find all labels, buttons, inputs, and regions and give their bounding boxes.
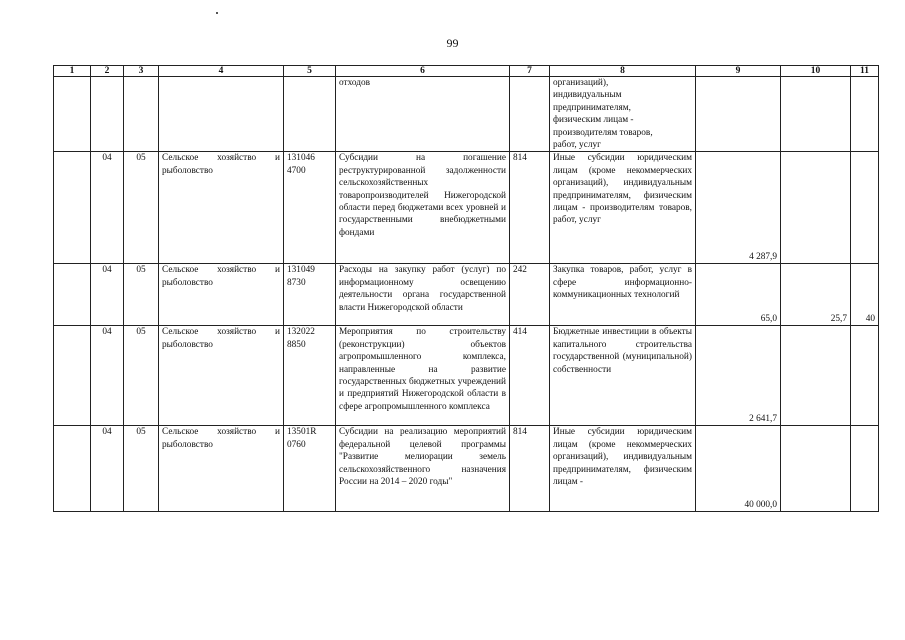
- cell-subsection: 05: [124, 326, 159, 426]
- cell-section-name: Сельское хозяйство и рыболовство: [159, 152, 284, 264]
- cell-amount-1: 2 641,7: [696, 326, 781, 426]
- cell-subsection: 05: [124, 264, 159, 326]
- cell-expense-type-name: Иные субсидии юридическим лицам (кроме некоммерческих организаций), индивидуальным предпринимателям, физическим лицам - производителям товаров, работ, услуг: [550, 152, 696, 264]
- cell-section-name: Сельское хозяйство и рыболовство: [159, 264, 284, 326]
- table-row: [54, 152, 879, 264]
- cell-expense-name: Мероприятия по строительству (реконструкции) объектов агропромышленного комплекса, направленные на развитие государственных бюджетных учреждений и предприятий Нижегородской области в сфере агропромышленного комплекса: [336, 326, 510, 426]
- cell-amount-3: [851, 77, 879, 152]
- cell-target-code: [284, 77, 336, 152]
- table-row: [54, 426, 879, 512]
- cell-amount-2: [781, 426, 851, 512]
- header-col-8: 8: [550, 66, 696, 77]
- cell-expense-type-name: Бюджетные инвестиции в объекты капитального строительства государственной (муниципальной) собственности: [550, 326, 696, 426]
- cell-section: 04: [91, 152, 124, 264]
- header-col-9: 9: [696, 66, 781, 77]
- page-number: 99: [446, 36, 459, 50]
- cell-col1: [54, 152, 91, 264]
- table-row: [54, 264, 879, 326]
- cell-amount-2: [781, 152, 851, 264]
- cell-target-code: 131046 4700: [284, 152, 336, 264]
- cell-amount-1: 4 287,9: [696, 152, 781, 264]
- header-col-7: 7: [510, 66, 550, 77]
- cell-expense-type-name: Иные субсидии юридическим лицам (кроме некоммерческих организаций), индивидуальным предпринимателям, физическим лицам -: [550, 426, 696, 512]
- cell-amount-3: [851, 152, 879, 264]
- header-col-5: 5: [284, 66, 336, 77]
- cell-amount-3: [851, 426, 879, 512]
- cell-expense-name: Субсидии на реализацию мероприятий федеральной целевой программы "Развитие мелиорации земель сельскохозяйственного назначения России на 2014 – 2020 годы": [336, 426, 510, 512]
- header-col-10: 10: [781, 66, 851, 77]
- cell-amount-3: [851, 326, 879, 426]
- cell-subsection: [124, 77, 159, 152]
- cell-section-name: Сельское хозяйство и рыболовство: [159, 326, 284, 426]
- cell-expense-name: Субсидии на погашение реструктурированной задолженности сельскохозяйственных товаропроизводителей Нижегородской области перед бюджетами всех уровней и государственными внебюджетными фондами: [336, 152, 510, 264]
- cell-expense-type: [510, 77, 550, 152]
- cell-section: 04: [91, 426, 124, 512]
- cell-section: [91, 77, 124, 152]
- table-row: [54, 77, 879, 152]
- cell-col1: [54, 326, 91, 426]
- cell-col1: [54, 77, 91, 152]
- cell-amount-1: 65,0: [696, 264, 781, 326]
- scan-speck: [216, 12, 218, 14]
- cell-expense-type-name: организаций), индивидуальным предпринимателям, физическим лицам - производителям товаров, работ, услуг: [550, 77, 696, 152]
- budget-table: [53, 65, 879, 512]
- cell-section-name: [159, 77, 284, 152]
- cell-target-code: 131049 8730: [284, 264, 336, 326]
- cell-expense-type: 414: [510, 326, 550, 426]
- cell-subsection: 05: [124, 426, 159, 512]
- cell-expense-type: 814: [510, 152, 550, 264]
- cell-amount-3: 40: [851, 264, 879, 326]
- header-col-2: 2: [91, 66, 124, 77]
- header-col-6: 6: [336, 66, 510, 77]
- cell-expense-type: 242: [510, 264, 550, 326]
- cell-amount-1: 40 000,0: [696, 426, 781, 512]
- header-col-4: 4: [159, 66, 284, 77]
- cell-subsection: 05: [124, 152, 159, 264]
- cell-expense-name: отходов: [336, 77, 510, 152]
- cell-section: 04: [91, 264, 124, 326]
- cell-col1: [54, 264, 91, 326]
- header-col-1: 1: [54, 66, 91, 77]
- cell-section-name: Сельское хозяйство и рыболовство: [159, 426, 284, 512]
- cell-target-code: 13501R 0760: [284, 426, 336, 512]
- cell-amount-2: [781, 326, 851, 426]
- cell-expense-name: Расходы на закупку работ (услуг) по информационному освещению деятельности органа государственной власти Нижегородской области: [336, 264, 510, 326]
- header-row: [54, 66, 879, 77]
- cell-amount-2: 25,7: [781, 264, 851, 326]
- cell-col1: [54, 426, 91, 512]
- cell-expense-type-name: Закупка товаров, работ, услуг в сфере информационно-коммуникационных технологий: [550, 264, 696, 326]
- cell-target-code: 132022 8850: [284, 326, 336, 426]
- cell-amount-2: [781, 77, 851, 152]
- table-row: [54, 326, 879, 426]
- cell-section: 04: [91, 326, 124, 426]
- cell-expense-type: 814: [510, 426, 550, 512]
- header-col-3: 3: [124, 66, 159, 77]
- cell-amount-1: [696, 77, 781, 152]
- header-col-11: 11: [851, 66, 879, 77]
